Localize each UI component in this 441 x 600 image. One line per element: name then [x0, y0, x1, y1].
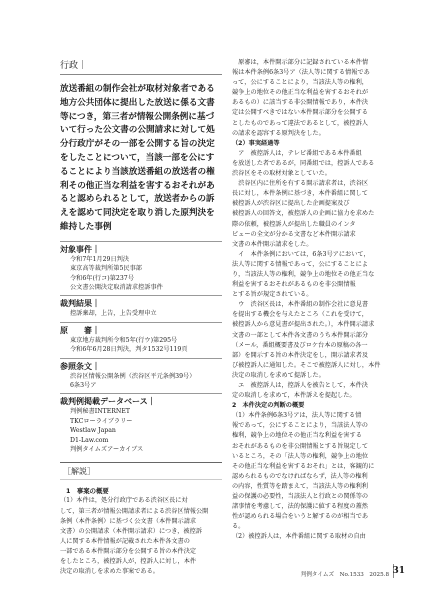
body-line: り，当該法人等の権利，競争上の地位その他正当な — [232, 270, 375, 278]
right-column — [232, 58, 388, 543]
body-line: いるところ，その「法人等の権利，競争上の地位 — [232, 452, 369, 460]
body-line: 益の保護の必要性，当該法人と行政との関係等の — [232, 493, 369, 501]
body-line: （メール，番組概要書及びロケ台本の原稿の各一 — [232, 341, 368, 349]
body-line: 部）を開示する旨の本件決定をし，開示請求者及 — [232, 351, 369, 359]
body-line: 決定の取消しを求めた事案である。 — [60, 568, 159, 576]
body-line: その他正当な利益を害するおそれ」とは，客観的に — [232, 462, 375, 470]
meta-line: 東京地方裁判所令和5年(行ウ)第295号 — [70, 336, 178, 344]
meta-block — [60, 358, 222, 391]
meta-line: 令和6年(行コ)第237号 — [70, 274, 134, 282]
body-line: を提出する機会を与えたところ（これを受けて， — [232, 311, 368, 319]
meta-block — [60, 322, 222, 355]
body-line: としたものであって違法であるとして，被控訴人 — [232, 119, 368, 127]
subsection-heading: 2 本件決定の判断の概要 — [232, 402, 305, 410]
body-line: の請求を認容する原判決をした。 — [232, 129, 325, 137]
body-line: 競争上の地位その他正当な利益を害するおそれが — [232, 89, 369, 97]
body-line: して，第三者が情報公開請求者による渋谷区情報公開 — [60, 507, 209, 515]
body-line: 文書）の公開請求（本件開示請求）につき，被控訴 — [60, 527, 202, 535]
body-line: 原審は，本件開示部分に記録されている本件情 — [232, 59, 369, 66]
meta-line: TKCローライブラリー — [70, 417, 133, 425]
holding-line: をしたことについて，当該一部を公にす — [60, 152, 215, 163]
body-line: 定は公開すべきではない本件開示部分を公開する — [232, 109, 368, 117]
page-number: 31 — [392, 566, 405, 576]
body-line: 定の取消しを求めて，本件訴えを提起した。 — [232, 392, 356, 400]
meta-heading: 参照条文｜ — [60, 358, 222, 372]
meta-line: 控訴棄却，上告，上告受理申立 — [70, 310, 157, 318]
body-line: 権利，競争上の地位その他正当な利益を害する — [232, 432, 362, 440]
body-line: 際の依頼，被控訴人が提出した職員のインタ — [232, 220, 356, 228]
body-line: をしたところ，被控訴人が，控訴人に対し，本件 — [60, 558, 197, 566]
body-line: ウ 渋谷区長は，本件番組の制作会社に意見書 — [232, 301, 369, 309]
body-line: （1）本件条例6条3号アは，法人等に関する情 — [232, 412, 362, 420]
holding-line: いて行った公文書の公開請求に対して処 — [60, 125, 215, 136]
case-metadata — [60, 241, 222, 455]
meta-block — [60, 241, 222, 293]
body-line: を放送した者であるが，同番組では，控訴人である — [232, 159, 375, 167]
holding-line: 分行政庁がその一部を公開する旨の決定 — [60, 139, 215, 150]
meta-line: 令和7年1月29日判決 — [70, 255, 130, 263]
body-line: 人に関する本件情報が記載された本件各文書の — [60, 537, 190, 545]
journal-footer: 判例タイムズ No.1533 2025.8 — [300, 572, 389, 578]
case-holding — [60, 83, 222, 235]
meta-line: 公文書公開決定取消請求控訴事件 — [70, 283, 163, 291]
body-line: （2）被控訴人は，本件番組に関する取材の自由 — [232, 533, 366, 541]
commentary-body-left — [60, 496, 222, 577]
body-line: 条例（本件条例）に基づく公文書（本件開示請求 — [60, 517, 197, 525]
body-line: 文書の本件開示請求をした。 — [232, 240, 313, 248]
meta-line: 東京高等裁判所第5民事部 — [70, 265, 142, 273]
body-line: び被控訴人に通知した。そこで被控訴人に対し，本件 — [232, 361, 381, 369]
commentary-body-right — [232, 58, 388, 543]
holding-line: 維持した事例 — [60, 221, 112, 232]
meta-heading: 裁判例掲載データベース｜ — [60, 393, 222, 407]
body-line: 長に対し，本件条例に基づき，本件番組に関して — [232, 190, 368, 198]
body-line: る。 — [232, 523, 245, 531]
meta-heading: 対象事件｜ — [60, 241, 222, 255]
left-column — [60, 58, 222, 577]
holding-line: 放送番組の制作会社が取材対象者である — [60, 84, 215, 94]
holding-line: ると認められるとして，放送者からの訴 — [60, 194, 215, 205]
holding-line: えを認めて同決定を取り消した原判決を — [60, 208, 215, 219]
holding-line: 地方公共団体に提出した放送に係る文書 — [60, 97, 215, 108]
section-title: 行政｜ — [60, 58, 222, 75]
body-line: 利益を害するおそれがあるものを非公開情報 — [232, 281, 356, 289]
meta-line: 渋谷区情報公開条例（渋谷区平元条例39号） — [70, 372, 196, 380]
meta-block — [60, 295, 222, 318]
meta-line: 6条3号ア — [70, 382, 97, 390]
body-line: 法人等に関する情報であって，公にすることによ — [232, 260, 368, 268]
holding-line: 利その他正当な利益を害するおそれがあ — [60, 180, 215, 191]
body-line: って，公にすることにより，当該法人等の権利， — [232, 79, 368, 87]
meta-line: 判例タイムズアーカイブス — [70, 446, 144, 454]
body-line: 報は本件条例6条3号ア（法人等に関する情報であ — [232, 69, 370, 77]
body-line: 被控訴人から意見書が提出された。），本件開示請求 — [232, 321, 375, 329]
meta-heading: 原 審｜ — [60, 322, 222, 336]
body-line: ビューの全文が分かる文書など本件開示請求 — [232, 230, 356, 238]
meta-line: 令和6年6月28日判決，判タ1532号119頁 — [70, 346, 188, 354]
meta-line: Westlaw Japan — [70, 427, 116, 435]
holding-line: 等につき，第三者が情報公開条例に基づ — [60, 111, 215, 122]
body-line: 被控訴人の回答文，被控訴人の企画に協力を求めた — [232, 210, 375, 218]
commentary-title: ［解説］ — [60, 462, 222, 480]
meta-line: D1-Law.com — [70, 436, 109, 444]
body-line: あるもの）に該当する非公開情報であり，本件決 — [232, 99, 369, 107]
body-line: 諸事情を考慮して，法的保護に値する程度の蓋然 — [232, 503, 368, 511]
body-line: 渋谷区をその取材対象としていた。 — [232, 170, 331, 178]
subsection-heading: （2）事実経過等 — [232, 139, 280, 147]
body-line: 認められるものでなければならず，法人等の権利 — [232, 472, 368, 480]
body-line: 文書の一部として本件各文書のうち本件開示部分 — [232, 331, 369, 339]
body-line: おそれがあるものを非公開情報とする旨規定して — [232, 442, 369, 450]
holding-line: ることにより当該放送番組の放送者の権 — [60, 166, 215, 177]
body-line: エ 被控訴人は，控訴人を被告として，本件決 — [232, 382, 368, 389]
body-line: 被控訴人が渋谷区に提出した企画提案及び — [232, 200, 350, 208]
body-line: ア 被控訴人は，テレビ番組である本件番組 — [232, 149, 362, 157]
body-line: 決定の取消しを求めて提訴した。 — [232, 371, 325, 379]
commentary-subheading: 1 事案の概要 — [66, 487, 109, 496]
body-line: 報であって，公にすることにより，当該法人等の — [232, 422, 368, 430]
body-line: 性が認められる場合をいうと解するのが相当であ — [232, 513, 369, 521]
body-line: の内容，性質等を踏まえて，当該法人等の権利利 — [232, 482, 368, 490]
meta-line: 判例秘書INTERNET — [70, 408, 130, 416]
body-line: とする旨が規定されている。 — [232, 291, 313, 299]
body-line: イ 本件条例においては，6条3号アにおいて， — [232, 250, 370, 258]
body-line: （1）本件は，処分行政庁である渋谷区長に対 — [60, 497, 188, 505]
meta-block — [60, 393, 222, 454]
body-line: 一部である本件開示部分を公開する旨の本件決定 — [60, 547, 197, 555]
body-line: 渋谷区内に住所を有する開示請求者は，渋谷区 — [232, 180, 369, 188]
meta-heading: 裁判結果｜ — [60, 295, 222, 309]
